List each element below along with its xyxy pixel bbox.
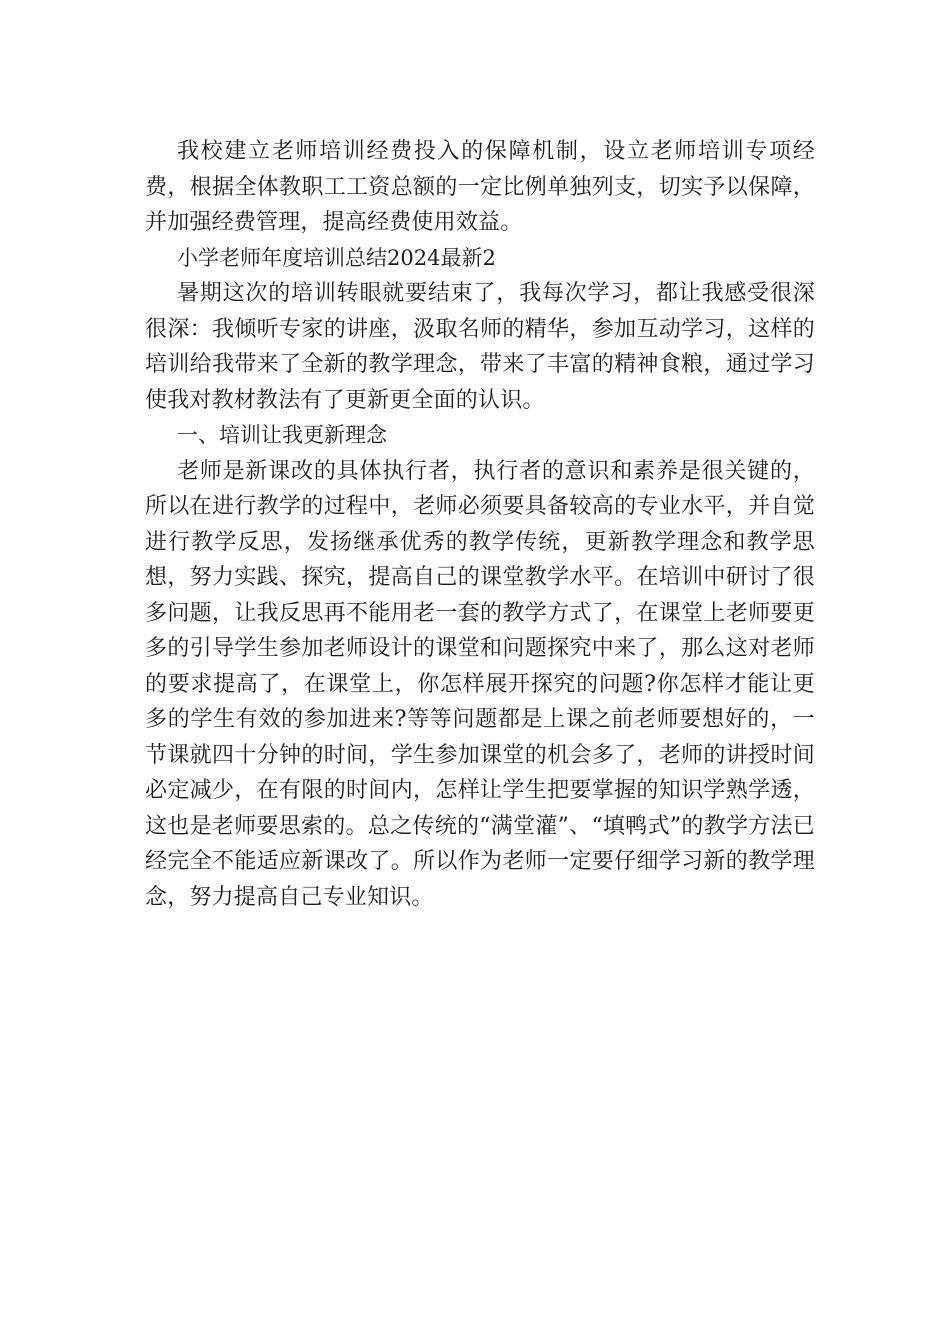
section-heading-update-concepts: 一、培训让我更新理念 [177,423,387,447]
document-body [145,134,815,915]
paragraph-teacher-role: 老师是新课改的具体执行者，执行者的意识和素养是很关键的，所以在进行教学的过程中，老师必须要具备较高的专业水平，并自觉进行教学反思，发扬继承优秀的教学传统，更新教学理念和教学思想，努力实践、探究，提高自己的课堂教学水平。在培训中研讨了很多问题，让我反思再不能用老一套的教学方式了，在课堂上老师要更多的引导学生参加老师设计的课堂和问题探究中来了，那么这对老师的要求提高了，在课堂上，你怎样展开探究的问题?你怎样才能让更多的学生有效的参加进来?等等问题都是上课之前老师要想好的，一节课就四十分钟的时间，学生参加课堂的机会多了，老师的讲授时间必定减少，在有限的时间内，怎样让学生把要掌握的知识学熟学透，这也是老师要思索的。总之传统的“满堂灌”、“填鸭式”的教学方法已经完全不能适应新课改了。所以作为老师一定要仔细学习新的教学理念，努力提高自己专业知识。 [145,458,815,910]
paragraph-funding: 我校建立老师培训经费投入的保障机制，设立老师培训专项经费，根据全体教职工工资总额的一定比例单独列支，切实予以保障，并加强经费管理，提高经费使用效益。 [145,139,815,235]
section-title-summary: 小学老师年度培训总结2024最新2 [177,245,496,270]
paragraph-training-intro: 暑期这次的培训转眼就要结束了，我每次学习，都让我感受很深很深：我倾听专家的讲座，汲取名师的精华，参加互动学习，这样的培训给我带来了全新的教学理念，带来了丰富的精神食粮，通过学习使我对教材教法有了更新更全面的认识。 [145,281,815,413]
